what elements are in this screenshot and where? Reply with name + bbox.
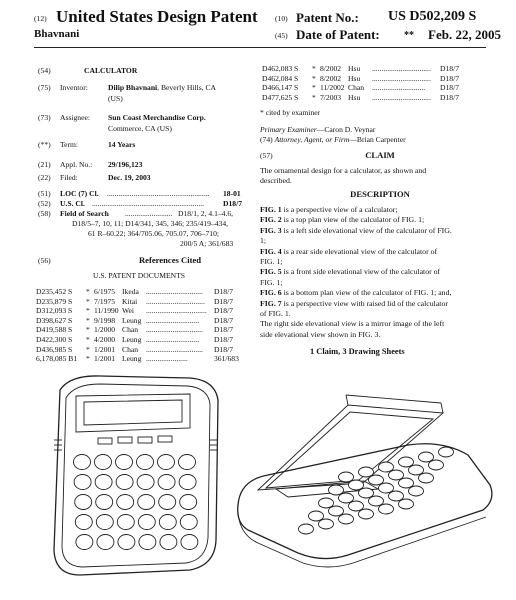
ref-date: 11/2002: [320, 83, 345, 93]
inventor-name: Dilip Bhavnani: [108, 83, 158, 92]
description-text: is a perspective view of a calculator;: [281, 205, 398, 214]
ref-class: D18/7: [440, 64, 459, 73]
ref-class: D18/7: [440, 92, 459, 102]
description-text: is a left side elevational view of the calculator of FIG.: [281, 225, 452, 235]
fig1-key: [95, 455, 112, 470]
figure-reference: FIG. 4: [260, 246, 282, 256]
ref-number: D462,084 S: [262, 73, 299, 83]
fig1-key: [116, 475, 133, 490]
ref-star: *: [86, 287, 90, 296]
fig1-key: [75, 495, 92, 510]
fig7-key: [379, 462, 394, 472]
fig7-key: [349, 480, 364, 490]
field-search-l4: 200/5 A; 361/683: [180, 239, 234, 248]
fig7-key: [319, 498, 334, 508]
ref-star: *: [86, 315, 90, 325]
ref-date: 6/1975: [94, 287, 116, 296]
ref-star: *: [86, 306, 90, 316]
ref-class: D18/7: [214, 296, 233, 306]
ref-number: D466,147 S: [262, 83, 299, 93]
fig7-key: [429, 460, 444, 470]
fig7-key: [349, 501, 364, 511]
ref-star: *: [86, 335, 90, 344]
primary-examiner-label: Primary Examiner: [260, 125, 317, 134]
ref-inventor: Chan: [348, 83, 365, 93]
us-cl-value: D18/7: [223, 199, 242, 208]
fig7-key: [369, 475, 384, 485]
inventor-country: (US): [108, 94, 123, 103]
filed-value: Dec. 19, 2003: [108, 173, 151, 182]
figure-reference: FIG. 3: [260, 225, 282, 235]
ref-star: *: [312, 64, 316, 73]
primary-examiner-line: [260, 125, 375, 135]
fig7-key: [369, 496, 384, 506]
ref-dots: ...............................: [146, 296, 205, 306]
inventor-line: [108, 83, 216, 93]
ref-star: *: [312, 83, 316, 93]
ref-class: D18/7: [440, 83, 459, 93]
field-search-l1: D18/1, 2, 4.1–4.6,: [178, 209, 234, 218]
fig7-key: [339, 472, 354, 482]
claim-text-l1: The ornamental design for a calculator, as shown and: [260, 166, 427, 175]
ref-dots: ............................: [146, 335, 200, 344]
ref-dots: ..............................: [146, 287, 203, 296]
code-21: (21): [38, 160, 51, 169]
description-title: DESCRIPTION: [350, 189, 410, 199]
ref-class: D18/7: [214, 287, 233, 296]
ref-number: D477,625 S: [262, 92, 299, 102]
fig7-key: [359, 488, 374, 498]
fig7-key: [399, 499, 414, 509]
loc-label: LOC (7) Cl.: [60, 189, 99, 198]
fig1-key: [118, 535, 135, 550]
fig7-key: [339, 514, 354, 524]
fig7-key: [409, 465, 424, 475]
ref-class: D18/7: [214, 315, 233, 325]
description-text: 1;: [260, 236, 267, 246]
fig7-key: [339, 493, 354, 503]
ref-dots: ...............................: [372, 64, 431, 73]
us-patent-docs-title: U.S. PATENT DOCUMENTS: [93, 271, 185, 280]
fig1-key: [74, 455, 91, 470]
description-text: is a perspective view with raised lid of the calculator: [281, 298, 448, 308]
figure-reference: FIG. 2: [260, 215, 282, 225]
fig7-key: [379, 483, 394, 493]
date-of-patent: Feb. 22, 2005: [428, 27, 501, 42]
ref-date: 9/1998: [94, 315, 116, 325]
fig1-key: [180, 495, 197, 510]
ref-inventor: Chan: [122, 325, 139, 335]
description-text: side elevational view shown in FIG. 3.: [260, 329, 381, 339]
ref-inventor: Ikeda: [122, 287, 139, 296]
ref-class: D18/7: [440, 73, 459, 83]
header-rule: [34, 47, 486, 48]
fig1-key: [180, 515, 197, 530]
patent-number: US D502,209 S: [388, 9, 477, 24]
description-text: The right side elevational view is a mirror image of the left: [260, 319, 445, 329]
fig1-key: [96, 515, 113, 530]
ref-date: 8/2002: [320, 64, 342, 73]
fig1-key: [137, 475, 154, 490]
fig1-key: [75, 515, 92, 530]
fig1-key: [95, 475, 112, 490]
patent-type-title: United States Design Patent: [56, 7, 258, 26]
fig1-key: [179, 475, 196, 490]
ref-number: D235,879 S: [36, 296, 73, 306]
fig1-key: [179, 455, 196, 470]
fig7-key: [419, 473, 434, 483]
fig1-key: [138, 515, 155, 530]
ref-class: 361/683: [214, 354, 239, 364]
fig7-key: [329, 485, 344, 495]
ref-number: D398,627 S: [36, 315, 73, 325]
ref-dots: ...............................: [372, 73, 431, 83]
ref-star: *: [86, 354, 90, 364]
description-line: [260, 330, 380, 340]
title-value: CALCULATOR: [84, 66, 138, 75]
fig7-keypad: [299, 447, 454, 534]
fig7-key: [329, 506, 344, 516]
fig7-key: [409, 486, 424, 496]
description-line: [260, 236, 266, 246]
kind-code-12: (12): [34, 14, 47, 23]
ref-inventor: Chan: [122, 344, 139, 354]
ref-dots: ...............................: [372, 92, 431, 102]
ref-date: 1/2001: [94, 344, 116, 354]
fig7-key: [319, 519, 334, 529]
ref-inventor: Leung: [122, 315, 142, 325]
code-58: (58): [38, 209, 51, 218]
ref-class: D18/7: [214, 306, 233, 316]
fig7-key: [379, 504, 394, 514]
fig7-key: [399, 457, 414, 467]
code-45: (45): [275, 31, 288, 40]
claim-title: CLAIM: [365, 150, 395, 160]
description-line: [260, 319, 444, 329]
ref-number: D235,452 S: [36, 287, 73, 296]
figure-reference: FIG. 7: [260, 298, 282, 308]
loc-dots: ......................................................: [107, 189, 210, 198]
code-10: (10): [275, 14, 288, 23]
figure-reference: FIG. 1: [260, 205, 282, 214]
code-57: (57): [260, 151, 273, 160]
fig7-key: [389, 491, 404, 501]
fig1-key: [76, 535, 93, 550]
fig7-key: [419, 452, 434, 462]
assignee-place: Commerce, CA (US): [108, 124, 172, 133]
ref-number: 6,178,085 B1: [36, 354, 78, 364]
ref-number: D462,083 S: [262, 64, 299, 73]
ref-star: *: [312, 92, 316, 102]
ref-class: D18/7: [214, 344, 233, 354]
ref-class: D18/7: [214, 325, 233, 335]
code-54: (54): [38, 66, 51, 75]
description-line: [260, 257, 283, 267]
fig7-key: [439, 447, 454, 457]
ref-dots: ......................: [146, 354, 188, 364]
description-text: is a top plan view of the calculator of FIG. 1;: [281, 215, 425, 225]
ref-dots: ..............................: [146, 344, 203, 354]
description-line: [260, 267, 440, 277]
inventor-label: Inventor:: [60, 83, 88, 92]
ref-inventor: Leung: [122, 354, 142, 364]
ref-date: 7/1975: [94, 296, 116, 306]
code-22: (22): [38, 173, 51, 182]
description-line: [260, 288, 451, 298]
appl-no-value: 29/196,123: [108, 160, 143, 169]
ref-date: 7/2003: [320, 92, 342, 102]
references-title: References Cited: [138, 255, 202, 265]
field-search-dots: .........................: [125, 209, 173, 218]
fig1-key: [117, 495, 134, 510]
ref-number: D312,093 S: [36, 306, 73, 316]
term-extension-stars: **: [404, 30, 414, 41]
description-line: [260, 299, 448, 309]
inventor-surname: Bhavnani: [34, 28, 80, 40]
fig1-keypad: [74, 455, 198, 550]
ref-dots: ................................: [146, 306, 207, 316]
ref-dots: ............................: [146, 315, 200, 325]
figure-reference: FIG. 6: [260, 288, 282, 298]
fig1-key: [159, 515, 176, 530]
fig7-key: [359, 509, 374, 519]
field-search-l3: 61 R–60.22; 364/705.06, 705.07, 706–710;: [88, 229, 219, 238]
claims-and-sheets: 1 Claim, 3 Drawing Sheets: [310, 347, 405, 356]
fig7-calculator-raised-lid-drawing: [228, 385, 498, 570]
attorney-name: —Brian Carpenter: [349, 135, 406, 144]
ref-inventor: Hsu: [348, 92, 361, 102]
ref-inventor: Leung: [122, 335, 142, 344]
code-52: (52): [38, 199, 51, 208]
fig1-key: [137, 455, 154, 470]
fig7-key: [399, 478, 414, 488]
code-73: (73): [38, 113, 51, 122]
ref-date: 1/2001: [94, 354, 116, 364]
ref-inventor: Kitai: [122, 296, 138, 306]
description-line: [260, 247, 437, 257]
field-search-label: Field of Search: [60, 209, 109, 218]
figure-reference: FIG. 5: [260, 267, 282, 277]
description-text: is a front side elevational view of the calculator of: [281, 267, 441, 277]
term-value: 14 Years: [108, 140, 136, 149]
fig1-key: [96, 495, 113, 510]
fig1-key: [74, 475, 91, 490]
fig1-key: [139, 535, 156, 550]
ref-star: *: [86, 325, 90, 335]
description-text: is a bottom plan view of the calculator of FIG. 1; and,: [281, 288, 452, 298]
cited-by-examiner: * cited by examiner: [260, 108, 321, 117]
code-term: (**): [38, 140, 51, 149]
ref-number: D419,588 S: [36, 325, 73, 335]
description-line: [260, 205, 398, 215]
assignee-name: Sun Coast Merchandise Corp.: [108, 113, 206, 122]
description-line: [260, 215, 424, 225]
code-56: (56): [38, 256, 51, 265]
ref-number: D436,985 S: [36, 344, 73, 354]
code-51: (51): [38, 189, 51, 198]
fig1-key: [117, 515, 134, 530]
loc-value: 18-01: [223, 189, 241, 198]
claim-text-l2: described.: [260, 176, 292, 185]
ref-date: 4/2000: [94, 335, 116, 344]
fig1-key: [159, 495, 176, 510]
field-search-l2: D18/5–7, 10, 11; D14/341, 345, 346; 235/419–434,: [72, 219, 229, 228]
code-74: (74): [260, 135, 273, 144]
ref-inventor: Hsu: [348, 73, 361, 83]
ref-class: D18/7: [214, 335, 233, 344]
fig7-key: [299, 524, 314, 534]
assignee-label: Assignee:: [60, 113, 90, 122]
ref-inventor: Hsu: [348, 64, 361, 73]
patent-no-label: Patent No.:: [296, 10, 359, 25]
ref-star: *: [86, 296, 90, 306]
us-cl-label: U.S. Cl.: [60, 199, 85, 208]
ref-star: *: [312, 73, 316, 83]
fig1-key: [181, 535, 198, 550]
inventor-place: , Beverly Hills, CA: [157, 83, 217, 92]
attorney-line: [260, 135, 406, 145]
ref-star: *: [86, 344, 90, 354]
description-text: is a rear side elevational view of the calculator of: [281, 246, 438, 256]
description-line: [260, 309, 291, 319]
ref-date: 11/1990: [94, 306, 119, 316]
fig1-key: [138, 495, 155, 510]
fig1-key: [116, 455, 133, 470]
fig1-key: [158, 475, 175, 490]
ref-date: 8/2002: [320, 73, 342, 83]
appl-no-label: Appl. No.:: [60, 160, 93, 169]
fig7-key: [309, 511, 324, 521]
fig1-calculator-perspective-drawing: [40, 370, 230, 590]
primary-examiner-name: —Caron D. Veynar: [316, 125, 376, 134]
ref-date: 1/2000: [94, 325, 116, 335]
fig7-key: [359, 467, 374, 477]
description-text: FIG. 1;: [260, 257, 283, 266]
ref-dots: ............................: [372, 83, 426, 93]
description-line: [260, 226, 452, 236]
description-text: FIG. 1;: [260, 277, 283, 287]
ref-inventor: Wei: [122, 306, 135, 316]
code-75: (75): [38, 83, 51, 92]
fig1-key: [97, 535, 114, 550]
fig7-key: [389, 470, 404, 480]
us-cl-dots: ...........................................................: [92, 199, 205, 208]
fig1-key: [160, 535, 177, 550]
filed-label: Filed:: [60, 173, 78, 182]
description-text: of FIG. 1.: [260, 309, 291, 318]
fig1-key: [158, 455, 175, 470]
ref-dots: ..............................: [146, 325, 203, 335]
date-of-patent-label: Date of Patent:: [296, 27, 380, 42]
description-line: [260, 278, 283, 288]
term-label: Term:: [60, 140, 79, 149]
attorney-label: Attorney, Agent, or Firm: [274, 135, 350, 144]
ref-number: D422,300 S: [36, 335, 73, 344]
